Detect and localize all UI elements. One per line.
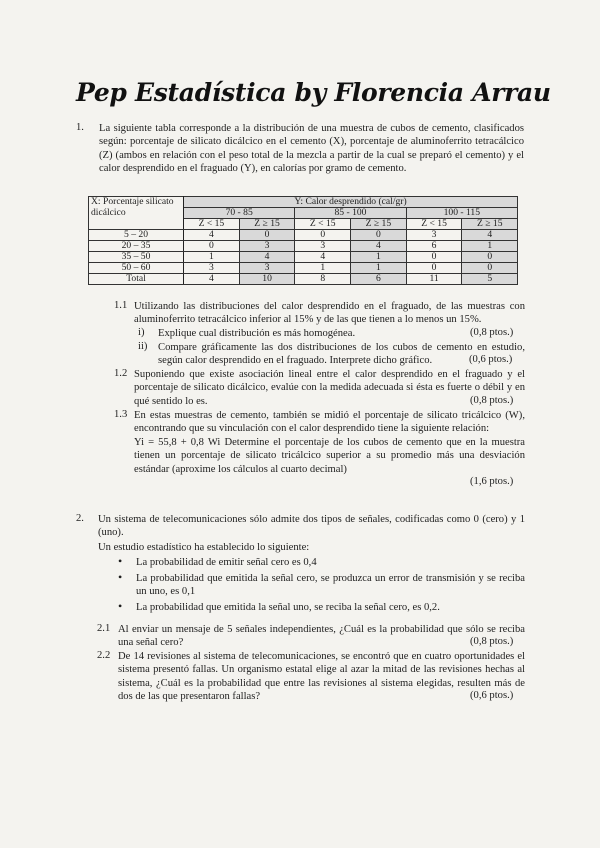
s1-1-text: Utilizando las distribuciones del calor desprendido en el fraguado, de las muestras con aluminoferrito tetracálcico inferior al 15% y de las que tienen a lo menos un 15%. (134, 301, 525, 326)
s1-1-i-points: (0,8 ptos.) (470, 327, 514, 338)
s1-1-i-text: Explique cual distribución es más homogénea. (158, 328, 356, 339)
row-label: 20 – 35 (89, 241, 184, 252)
s1-3-points: (1,6 ptos.) (470, 476, 514, 487)
table-cell: 10 (239, 274, 295, 285)
s1-3-text-b (134, 436, 525, 476)
table-cell: 0 (406, 263, 462, 274)
z-header: Z ≥ 15 (239, 219, 295, 230)
s1-2-points: (0,8 ptos.) (470, 395, 514, 406)
table-corner-label: X: Porcentaje silicato dicálcico (89, 197, 184, 230)
page-title: Pep Estadística by Florencia Arrau (76, 78, 551, 107)
table-cell: 4 (184, 230, 240, 241)
s1-2-number: 1.2 (114, 368, 128, 379)
table-cell: 1 (462, 241, 518, 252)
table-cell: 3 (295, 241, 351, 252)
s2-2-number: 2.2 (97, 650, 111, 661)
bullet-icon: • (118, 570, 123, 584)
s2-2-points: (0,6 ptos.) (470, 690, 514, 701)
q2-bullet-3: La probabilidad que emitida la señal uno, se reciba la señal cero, es 0,2. (136, 602, 440, 613)
z-header: Z < 15 (184, 219, 240, 230)
table-cell: 1 (295, 263, 351, 274)
s1-3-number: 1.3 (114, 409, 128, 420)
table-cell: 4 (462, 230, 518, 241)
table-row (89, 241, 518, 252)
z-header: Z ≥ 15 (351, 219, 407, 230)
s1-1-ii-text: Compare gráficamente las dos distribuciones de los cubos de cemento en estudio, según calor desprendido en el fraguado. Interprete dicho gráfico. (158, 342, 525, 367)
y-group-3: 100 - 115 (406, 208, 517, 219)
q2-intro: Un estudio estadístico ha establecido lo siguiente: (98, 542, 310, 553)
table-cell: 4 (239, 252, 295, 263)
q2-number: 2. (76, 513, 84, 524)
s1-3-instruction: Determine el porcentaje de los cubos de cemento que en la muestra tienen un porcentaje de silicato tricálcico superior a su promedio más una desviación estándar (aproxime los cálculos al cuarto decimal) (134, 437, 525, 475)
row-label: 35 – 50 (89, 252, 184, 263)
row-label: Total (89, 274, 184, 285)
table-cell: 0 (462, 263, 518, 274)
s1-1-ii-points: (0,6 ptos.) (469, 354, 513, 365)
table-cell: 6 (406, 241, 462, 252)
s2-1-points: (0,8 ptos.) (470, 636, 514, 647)
table-cell: 0 (184, 241, 240, 252)
table-cell: 0 (295, 230, 351, 241)
s2-1-number: 2.1 (97, 623, 111, 634)
table-total-row (89, 274, 518, 285)
z-header: Z < 15 (295, 219, 351, 230)
y-group-1: 70 - 85 (184, 208, 295, 219)
s2-1-text: Al enviar un mensaje de 5 señales independientes, ¿Cuál es la probabilidad que sólo se reciba una señal cero? (118, 624, 525, 649)
s1-1-i-number: i) (138, 327, 145, 338)
table-cell: 8 (295, 274, 351, 285)
s2-2-text: De 14 revisiones al sistema de telecomunicaciones, se encontró que en cuatro oportunidades el sistema presentó fallas. Un organismo estatal elige al azar la mitad de las revisiones hechas al sistema, ¿Cuál es la probabilidad que entre las revisiones al sistema elegidas, resulten más de dos de las que presentaron fallas? (118, 651, 525, 703)
table-row (89, 263, 518, 274)
table-cell: 4 (351, 241, 407, 252)
table-row (89, 252, 518, 263)
table-cell: 0 (239, 230, 295, 241)
table-cell: 3 (184, 263, 240, 274)
bullet-icon: • (118, 599, 123, 613)
data-table (88, 196, 518, 285)
s1-3-formula: Yi = 55,8 + 0,8 Wi (134, 437, 221, 448)
q2-bullet-1: La probabilidad de emitir señal cero es 0,4 (136, 557, 317, 568)
table-cell: 4 (295, 252, 351, 263)
q1-text: La siguiente tabla corresponde a la distribución de una muestra de cubos de cemento, clasificados según: porcentaje de silicato dicálcico en el cemento (X), porcentaje de aluminoferrito tetracálcico (Z) (ambos en relación con el peso total de la mezcla a partir de la cual se preparó el cemento) y el calor desprendido en el fraguado (Y), en calorías por gramo de cemento. (99, 123, 524, 175)
table-cell: 0 (406, 252, 462, 263)
table-cell: 3 (406, 230, 462, 241)
s1-3-text-a: En estas muestras de cemento, también se midió el porcentaje de silicato tricálcico (W), encontrando que su vinculación con el calor desprendido tiene la siguiente relación: (134, 410, 525, 435)
table-cell: 1 (184, 252, 240, 263)
s1-1-ii-number: ii) (138, 341, 148, 352)
s1-1-number: 1.1 (114, 300, 128, 311)
q2-text: Un sistema de telecomunicaciones sólo admite dos tipos de señales, codificadas como 0 (cero) y 1 (uno). (98, 514, 525, 539)
bullet-icon: • (118, 554, 123, 568)
table-cell: 6 (351, 274, 407, 285)
q2-bullet-2: La probabilidad que emitida la señal cero, se produzca un error de transmisión y se reciba un uno, es 0,1 (136, 573, 525, 598)
table-row (89, 230, 518, 241)
z-header: Z < 15 (406, 219, 462, 230)
table-cell: 0 (462, 252, 518, 263)
y-group-2: 85 - 100 (295, 208, 406, 219)
table-cell: 5 (462, 274, 518, 285)
row-label: 50 – 60 (89, 263, 184, 274)
table-cell: 1 (351, 252, 407, 263)
q1-number: 1. (76, 122, 84, 133)
table-cell: 3 (239, 263, 295, 274)
table-cell: 4 (184, 274, 240, 285)
table-cell: 11 (406, 274, 462, 285)
row-label: 5 – 20 (89, 230, 184, 241)
s1-2-text: Suponiendo que existe asociación lineal entre el calor desprendido en el fraguado y el porcentaje de silicato dicálcico, evalúe con la medida adecuada si ésta es fuerte o débil y en qué sentido lo es. (134, 369, 525, 407)
table-cell: 3 (239, 241, 295, 252)
z-header: Z ≥ 15 (462, 219, 518, 230)
y-header: Y: Calor desprendido (cal/gr) (184, 197, 518, 208)
table-cell: 0 (351, 230, 407, 241)
table-cell: 1 (351, 263, 407, 274)
